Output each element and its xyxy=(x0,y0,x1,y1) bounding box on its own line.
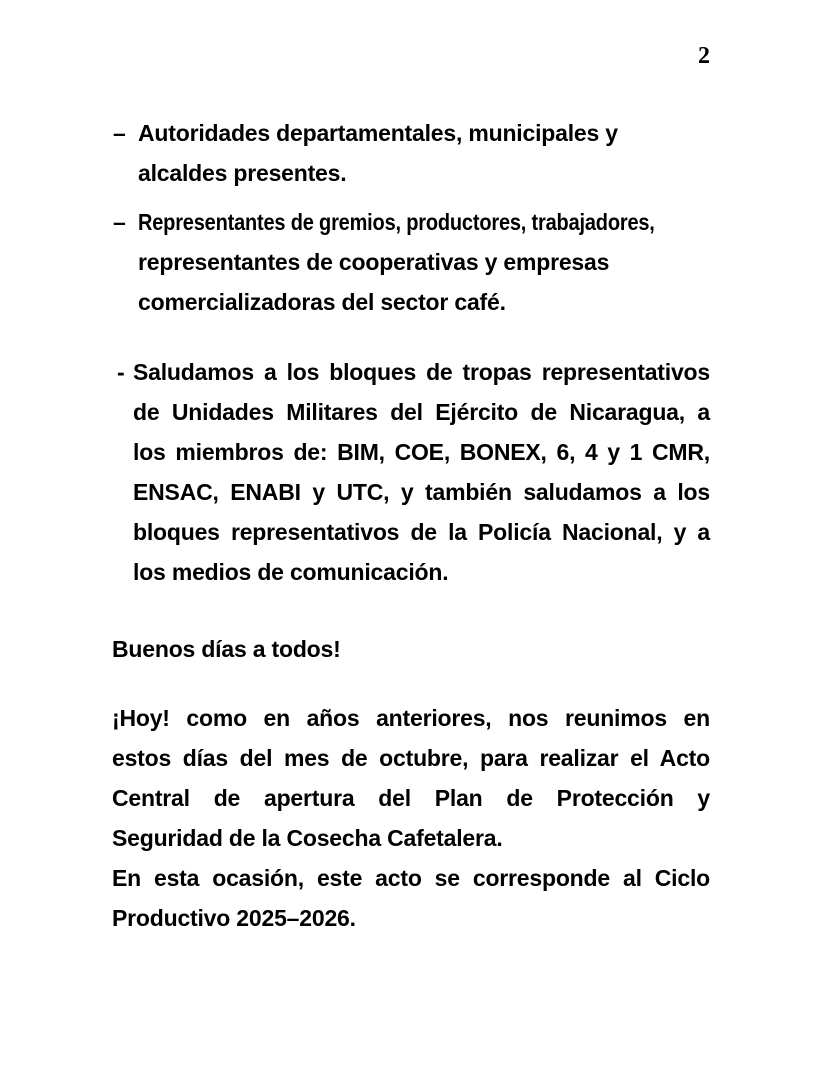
paragraph-greeting xyxy=(112,629,710,669)
text-line: alcaldes presentes. xyxy=(138,160,347,186)
text-line: Representantes de gremios, productores, trabajadores, xyxy=(138,209,655,235)
text-line: de Unidades Militares del Ejército de Nicaragua, a xyxy=(133,399,710,425)
text-line: ENSAC, ENABI y UTC, y también saludamos a los xyxy=(133,479,710,505)
paragraph-ciclo xyxy=(112,858,710,938)
text-line: representantes de cooperativas y empresas xyxy=(138,249,610,275)
text-line: comercializadoras del sector café. xyxy=(138,289,506,315)
text-line: Central de apertura del Plan de Protección y xyxy=(112,785,710,811)
text-line: ¡Hoy! como en años anteriores, nos reunimos en xyxy=(112,705,710,731)
hyphen-bullet-icon: - xyxy=(117,359,125,385)
dash-bullet-icon: – xyxy=(113,209,126,235)
text-line: Autoridades departamentales, municipales y xyxy=(138,120,618,146)
bullet-item-autoridades xyxy=(112,113,710,193)
text-line: Saludamos a los bloques de tropas representativos xyxy=(133,359,710,385)
text-line: Productivo 2025–2026. xyxy=(112,905,356,931)
document-body xyxy=(112,113,710,938)
bullet-item-representantes xyxy=(112,202,710,322)
text-line: bloques representativos de la Policía Nacional, y a xyxy=(133,519,710,545)
text-line: estos días del mes de octubre, para realizar el Acto xyxy=(112,745,710,771)
paragraph-hoy xyxy=(112,698,710,858)
bullet-item-saludamos xyxy=(112,352,710,592)
greeting-line: Buenos días a todos! xyxy=(112,636,341,662)
page-number: 2 xyxy=(698,43,710,69)
text-line: En esta ocasión, este acto se corresponde al Ciclo xyxy=(112,865,710,891)
text-line: los medios de comunicación. xyxy=(133,559,449,585)
text-line: los miembros de: BIM, COE, BONEX, 6, 4 y 1 CMR, xyxy=(133,439,710,465)
text-line: Seguridad de la Cosecha Cafetalera. xyxy=(112,825,503,851)
dash-bullet-icon: – xyxy=(113,120,126,146)
